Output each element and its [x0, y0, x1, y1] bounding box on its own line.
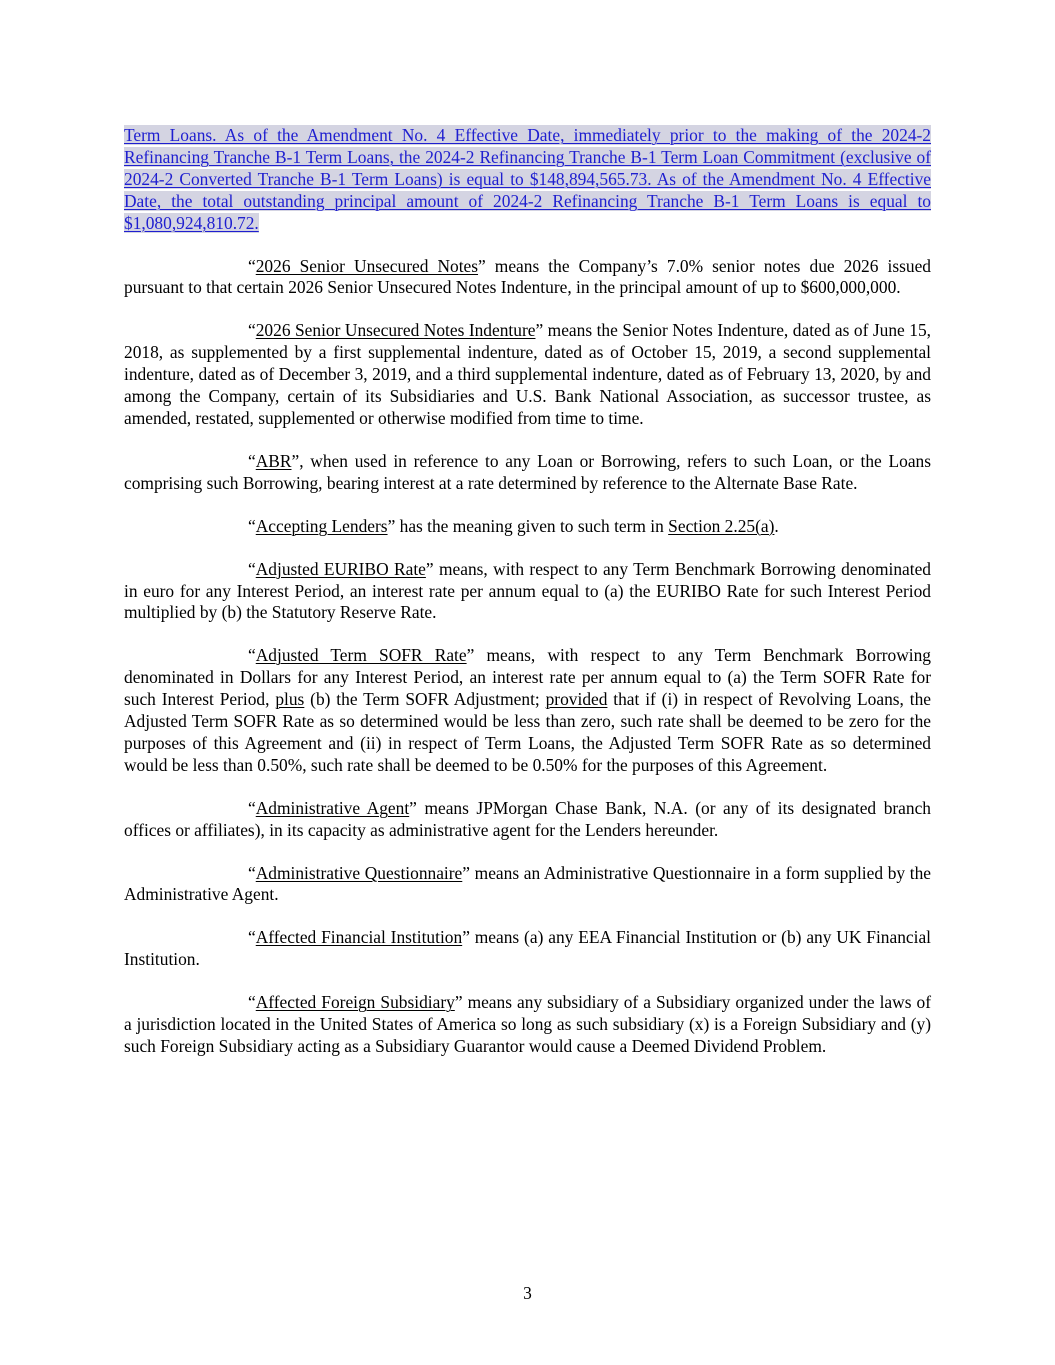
definition-adjusted-euribo-rate: “Adjusted EURIBO Rate” means, with respect to any Term Benchmark Borrowing denominated in euro for any Interest Period, an interest rate per annum equal to (a) the EURIBO Rate for such Interest Period multiplied by (b) the Statutory Reserve Rate. — [124, 558, 932, 623]
emphasis-plus: plus — [275, 689, 305, 710]
defined-term: 2026 Senior Unsecured Notes Indenture — [255, 320, 536, 341]
definition-administrative-questionnaire: “Administrative Questionnaire” means an Administrative Questionnaire in a form supplied by the Administrative Agent. — [124, 862, 931, 905]
definition-text: ” means an Administrative Questionnaire in a form supplied by the Administrative Agent. — [124, 862, 931, 905]
definition-text: ” means (a) any EEA Financial Institution or (b) any UK Financial Institution. — [124, 927, 931, 970]
definition-administrative-agent: “Administrative Agent” means JPMorgan Chase Bank, N.A. (or any of its designated branch offices or affiliates), in its capacity as administrative agent for the Lenders hereunder. — [124, 797, 932, 840]
definition-affected-foreign-subsidiary: “Affected Foreign Subsidiary” means any subsidiary of a Subsidiary organized under the laws of a jurisdiction located in the United States of America so long as such subsidiary (x) is a Foreign Subsidiary and (y) such Foreign Subsidiary acting as a Subsidiary Guarantor would cause a Deemed Dividend Problem. — [124, 992, 931, 1056]
page-number: 3 — [523, 1283, 532, 1303]
defined-term: Accepting Lenders — [255, 515, 388, 536]
defined-term: Affected Financial Institution — [255, 927, 463, 948]
section-reference: Section 2.25(a) — [668, 515, 775, 536]
defined-term: Adjusted EURIBO Rate — [255, 558, 426, 579]
defined-term: Administrative Agent — [255, 797, 410, 818]
definition-text: ” means JPMorgan Chase Bank, N.A. (or any of its designated branch offices or affiliates), in its capacity as administrative agent for the Lenders hereunder. — [124, 797, 932, 840]
emphasis-provided: provided — [545, 689, 608, 710]
defined-term: ABR — [255, 450, 292, 471]
definition-text: ” means any subsidiary of a Subsidiary organized under the laws of a jurisdiction located in the United States of America so long as such subsidiary (x) is a Foreign Subsidiary and (y) such Foreign Subsidiary acting as a Subsidiary Guarantor would cause a Deemed Dividend Problem. — [124, 992, 931, 1056]
definition-text: ”, when used in reference to any Loan or Borrowing, refers to such Loan, or the Loans comprising such Borrowing, bearing interest at a rate determined by reference to the Alternate Base Rate. — [124, 450, 931, 493]
defined-term: Adjusted Term SOFR Rate — [255, 645, 467, 666]
definition-abr: “ABR”, when used in reference to any Loan or Borrowing, refers to such Loan, or the Loans comprising such Borrowing, bearing interest at a rate determined by reference to the Alternate Base Rate. — [124, 450, 931, 493]
amendment-paragraph — [124, 125, 931, 235]
definition-affected-financial-institution: “Affected Financial Institution” means (a) any EEA Financial Institution or (b) any UK Financial Institution. — [124, 927, 931, 970]
definition-accepting-lenders: “Accepting Lenders” has the meaning given to such term in Section 2.25(a). — [248, 515, 779, 536]
definition-text: ” means the Company’s 7.0% senior notes due 2026 issued pursuant to that certain 2026 Senior Unsecured Notes Indenture, in the principal amount of up to $600,000,000. — [124, 255, 931, 298]
definition-text: ” means, with respect to any Term Benchmark Borrowing denominated in Dollars for any Interest Period, an interest rate per annum equal to (a) the Term SOFR Rate for such Interest Period, — [124, 645, 932, 710]
definition-text: ” means the Senior Notes Indenture, dated as of June 15, 2018, as supplemented by a first supplemental indenture, dated as of October 15, 2019, a second supplemental indenture, dated as of December 3, 2019, and a third supplemental indenture, dated as of February 13, 2020, by and among the Company, certain of its Subsidiaries and U.S. Bank National Association, as successor trustee, as amended, restated, supplemented or otherwise modified from time to time. — [124, 320, 931, 428]
amendment-inserted-text[interactable]: Term Loans. As of the Amendment No. 4 Effective Date, immediately prior to the making of the 2024-2 Refinancing Tranche B-1 Term Loans, the 2024-2 Refinancing Tranche B-1 Term Loan Commitment (exclusive of 2024-2 Converted Tranche B-1 Term Loans) is equal to $148,894,565.73. As of the Amendment No. 4 Effective Date, the total outstanding principal amount of 2024-2 Refinancing Tranche B-1 Term Loans is equal to $1,080,924,810.72. — [124, 125, 931, 233]
defined-term: 2026 Senior Unsecured Notes — [255, 255, 479, 276]
definition-text: ” means, with respect to any Term Benchmark Borrowing denominated in euro for any Interest Period, an interest rate per annum equal to (a) the EURIBO Rate for such Interest Period multiplied by (b) the Statutory Reserve Rate. — [124, 558, 932, 623]
definition-text: ” has the meaning given to such term in — [387, 515, 669, 536]
definition-2026-senior-unsecured-notes: “2026 Senior Unsecured Notes” means the Company’s 7.0% senior notes due 2026 issued pursuant to that certain 2026 Senior Unsecured Notes Indenture, in the principal amount of up to $600,000,000. — [124, 255, 931, 298]
definition-adjusted-term-sofr-rate: “Adjusted Term SOFR Rate” means, with respect to any Term Benchmark Borrowing denominated in Dollars for any Interest Period, an interest rate per annum equal to (a) the Term SOFR Rate for such Interest Period, plus (b) the Term SOFR Adjustment; provided that if (i) in respect of Revolving Loans, the Adjusted Term SOFR Rate as so determined would be less than zero, such rate shall be deemed to be zero for the purposes of this Agreement and (ii) in respect of Term Loans, the Adjusted Term SOFR Rate as so determined would be less than 0.50%, such rate shall be deemed to be 0.50% for the purposes of this Agreement. — [124, 645, 932, 775]
defined-term: Administrative Questionnaire — [255, 862, 463, 883]
defined-term: Affected Foreign Subsidiary — [255, 992, 455, 1013]
definition-2026-senior-unsecured-notes-indenture: “2026 Senior Unsecured Notes Indenture” means the Senior Notes Indenture, dated as of June 15, 2018, as supplemented by a first supplemental indenture, dated as of October 15, 2019, a second supplemental indenture, dated as of December 3, 2019, and a third supplemental indenture, dated as of February 13, 2020, by and among the Company, certain of its Subsidiaries and U.S. Bank National Association, as successor trustee, as amended, restated, supplemented or otherwise modified from time to time. — [124, 320, 931, 428]
document-page — [124, 125, 931, 1079]
